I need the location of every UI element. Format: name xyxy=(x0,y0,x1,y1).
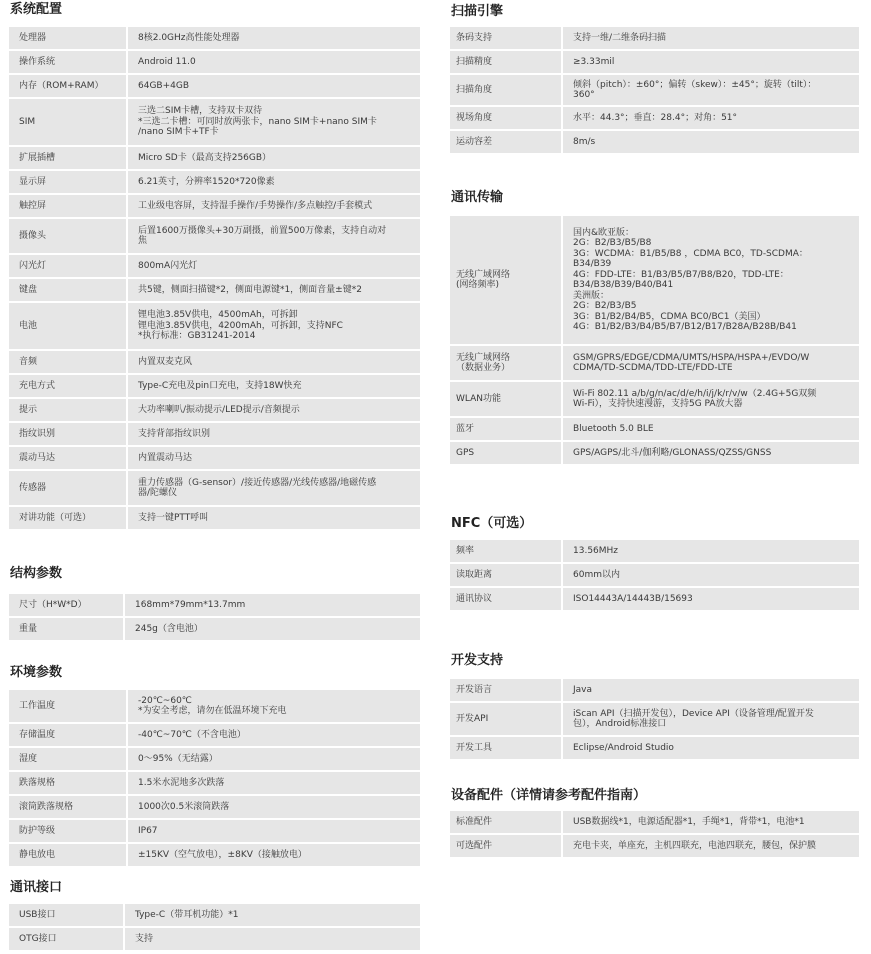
spec-label: 存储温度 xyxy=(9,724,126,746)
spec-label: 跌落规格 xyxy=(9,772,126,794)
spec-row xyxy=(9,594,420,618)
section-title: 系统配置 xyxy=(10,2,63,17)
section-title: 设备配件（详情请参考配件指南） xyxy=(451,788,647,803)
section-title: 通讯接口 xyxy=(10,880,63,895)
spec-label: 扩展插槽 xyxy=(9,147,126,169)
section-title: NFC（可选） xyxy=(451,516,533,531)
spec-value: -20℃~60℃ *为安全考虑，请勿在低温环境下充电 xyxy=(128,690,420,722)
spec-value: Type-C（带耳机功能）*1 xyxy=(125,904,420,926)
spec-value: 13.56MHz xyxy=(563,540,859,562)
spec-value: Eclipse/Android Studio xyxy=(563,737,859,759)
spec-value: -40℃~70℃（不含电池） xyxy=(128,724,420,746)
spec-row xyxy=(9,772,420,796)
spec-row xyxy=(9,219,420,255)
spec-row xyxy=(450,679,859,703)
spec-value: 后置1600万摄像头+30万副摄，前置500万像素，支持自动对 焦 xyxy=(128,219,420,253)
spec-label: 湿度 xyxy=(9,748,126,770)
spec-label: 摄像头 xyxy=(9,219,126,253)
spec-value: Android 11.0 xyxy=(128,51,420,73)
spec-label: WLAN功能 xyxy=(450,382,561,416)
spec-label: 充电方式 xyxy=(9,375,126,397)
spec-row xyxy=(450,418,859,442)
spec-value: 支持背部指纹识别 xyxy=(128,423,420,445)
spec-label: 开发语言 xyxy=(450,679,561,701)
spec-label: 指纹识别 xyxy=(9,423,126,445)
spec-label: 滚筒跌落规格 xyxy=(9,796,126,818)
spec-label: 内存（ROM+RAM） xyxy=(9,75,126,97)
spec-label: 震动马达 xyxy=(9,447,126,469)
spec-value: 倾斜（pitch）：±60°；偏转（skew）：±45°；旋转（tilt）： 360° xyxy=(563,75,859,105)
spec-label: 频率 xyxy=(450,540,561,562)
spec-row xyxy=(9,618,420,642)
spec-table xyxy=(450,27,859,155)
spec-value: 共5键，侧面扫描键*2，侧面电源键*1，侧面音量±键*2 xyxy=(128,279,420,301)
spec-row xyxy=(9,724,420,748)
spec-row xyxy=(9,748,420,772)
spec-row xyxy=(450,564,859,588)
spec-label: SIM xyxy=(9,99,126,145)
spec-table xyxy=(9,594,420,642)
spec-value: ≥3.33mil xyxy=(563,51,859,73)
spec-table xyxy=(450,216,859,466)
spec-label: 操作系统 xyxy=(9,51,126,73)
spec-label: 无线广域网络 （数据业务） xyxy=(450,346,561,380)
spec-value: 锂电池3.85V供电，4500mAh，可拆卸 锂电池3.85V供电，4200mAh，可拆卸，支持NFC *执行标准：GB31241-2014 xyxy=(128,303,420,349)
spec-value: 6.21英寸，分辨率1520*720像素 xyxy=(128,171,420,193)
spec-row xyxy=(9,351,420,375)
spec-row xyxy=(9,99,420,147)
spec-table xyxy=(450,811,859,859)
spec-value: 水平：44.3°；垂直：28.4°；对角：51° xyxy=(563,107,859,129)
spec-label: 工作温度 xyxy=(9,690,126,722)
spec-label: 处理器 xyxy=(9,27,126,49)
spec-row xyxy=(450,107,859,131)
spec-label: 蓝牙 xyxy=(450,418,561,440)
section-title: 通讯传输 xyxy=(451,190,504,205)
spec-label: 重量 xyxy=(9,618,123,640)
spec-row xyxy=(9,423,420,447)
spec-value: 800mA闪光灯 xyxy=(128,255,420,277)
spec-label: 标准配件 xyxy=(450,811,561,833)
spec-row xyxy=(9,147,420,171)
spec-value: 国内&欧亚版： 2G：B2/B3/B5/B8 3G：WCDMA：B1/B5/B8 ，CDMA BC0，TD-SCDMA： B34/B39 4G：FDD-LTE：B1/B3/B5/B7/B8/B20，TDD-LTE： B34/B38/B39/B40/B41 美洲版： 2G：B2/B3/B5 3G：B1/B2/B4/B5，CDMA BC0/BC1（美国） 4G：B1/B2/B3/B4/B5/B7/B12/B17/B28A/B28B/B41 xyxy=(563,216,859,344)
spec-label: 可选配件 xyxy=(450,835,561,857)
spec-row xyxy=(450,442,859,466)
spec-value: 充电卡夹，单座充，主机四联充，电池四联充，腰包，保护膜 xyxy=(563,835,859,857)
spec-value: 大功率喇叭/振动提示/LED提示/音频提示 xyxy=(128,399,420,421)
spec-row xyxy=(9,844,420,868)
spec-label: 对讲功能（可选） xyxy=(9,507,126,529)
spec-row xyxy=(450,382,859,418)
spec-value: 1000次0.5米滚筒跌落 xyxy=(128,796,420,818)
spec-value: 8核2.0GHz高性能处理器 xyxy=(128,27,420,49)
spec-row xyxy=(9,447,420,471)
spec-row xyxy=(450,51,859,75)
spec-row xyxy=(450,540,859,564)
spec-value: 64GB+4GB xyxy=(128,75,420,97)
spec-label: OTG接口 xyxy=(9,928,123,950)
spec-label: 通讯协议 xyxy=(450,588,561,610)
spec-value: 245g（含电池） xyxy=(125,618,420,640)
spec-value: 支持 xyxy=(125,928,420,950)
spec-label: 视场角度 xyxy=(450,107,561,129)
section-title: 开发支持 xyxy=(451,653,504,668)
spec-value: 1.5米水泥地多次跌落 xyxy=(128,772,420,794)
spec-table xyxy=(9,904,420,952)
spec-row xyxy=(9,820,420,844)
spec-value: Bluetooth 5.0 BLE xyxy=(563,418,859,440)
spec-value: 支持一维/二维条码扫描 xyxy=(563,27,859,49)
spec-row xyxy=(9,171,420,195)
spec-value: 0～95%（无结露） xyxy=(128,748,420,770)
spec-value: 支持一键PTT呼叫 xyxy=(128,507,420,529)
spec-table xyxy=(9,690,420,868)
spec-row xyxy=(9,507,420,531)
spec-row xyxy=(450,27,859,51)
section-title: 结构参数 xyxy=(10,566,63,581)
spec-label: 条码支持 xyxy=(450,27,561,49)
spec-value: 内置震动马达 xyxy=(128,447,420,469)
spec-value: Micro SD卡（最高支持256GB） xyxy=(128,147,420,169)
spec-value: 重力传感器（G-sensor）/接近传感器/光线传感器/地磁传感 器/陀螺仪 xyxy=(128,471,420,505)
spec-label: 静电放电 xyxy=(9,844,126,866)
spec-label: 无线广域网络 (网络频率) xyxy=(450,216,561,344)
spec-label: 显示屏 xyxy=(9,171,126,193)
spec-row xyxy=(450,737,859,761)
spec-row xyxy=(9,796,420,820)
spec-row xyxy=(450,75,859,107)
spec-value: IP67 xyxy=(128,820,420,842)
spec-label: 键盘 xyxy=(9,279,126,301)
spec-label: 闪光灯 xyxy=(9,255,126,277)
spec-row xyxy=(9,471,420,507)
spec-row xyxy=(9,303,420,351)
spec-label: 尺寸（H*W*D） xyxy=(9,594,123,616)
spec-row xyxy=(9,690,420,724)
spec-row xyxy=(9,399,420,423)
spec-row xyxy=(450,835,859,859)
spec-label: 读取距离 xyxy=(450,564,561,586)
spec-value: GSM/GPRS/EDGE/CDMA/UMTS/HSPA/HSPA+/EVDO/W CDMA/TD-SCDMA/TDD-LTE/FDD-LTE xyxy=(563,346,859,380)
spec-row xyxy=(9,27,420,51)
spec-label: 开发工具 xyxy=(450,737,561,759)
spec-value: 168mm*79mm*13.7mm xyxy=(125,594,420,616)
spec-value: Java xyxy=(563,679,859,701)
spec-row xyxy=(450,216,859,346)
spec-row xyxy=(9,904,420,928)
spec-value: 8m/s xyxy=(563,131,859,153)
spec-row xyxy=(450,131,859,155)
spec-label: GPS xyxy=(450,442,561,464)
spec-row xyxy=(450,703,859,737)
spec-label: 音频 xyxy=(9,351,126,373)
spec-row xyxy=(9,255,420,279)
spec-label: 扫描角度 xyxy=(450,75,561,105)
spec-row xyxy=(9,195,420,219)
spec-value: 三选二SIM卡槽，支持双卡双待 *三选二卡槽：可同时放两张卡，nano SIM卡+nano SIM卡 /nano SIM卡+TF卡 xyxy=(128,99,420,145)
spec-label: 触控屏 xyxy=(9,195,126,217)
spec-label: 提示 xyxy=(9,399,126,421)
spec-value: ISO14443A/14443B/15693 xyxy=(563,588,859,610)
spec-value: 工业级电容屏，支持湿手操作/手势操作/多点触控/手套模式 xyxy=(128,195,420,217)
spec-label: 传感器 xyxy=(9,471,126,505)
spec-row xyxy=(450,346,859,382)
spec-value: 内置双麦克风 xyxy=(128,351,420,373)
spec-value: iScan API（扫描开发包），Device API（设备管理/配置开发 包），Android标准接口 xyxy=(563,703,859,735)
spec-row xyxy=(9,75,420,99)
spec-row xyxy=(9,279,420,303)
spec-label: 运动容差 xyxy=(450,131,561,153)
spec-table xyxy=(9,27,420,531)
section-title: 环境参数 xyxy=(10,665,63,680)
spec-label: 防护等级 xyxy=(9,820,126,842)
spec-label: 开发API xyxy=(450,703,561,735)
spec-row xyxy=(9,375,420,399)
spec-row xyxy=(9,51,420,75)
spec-row xyxy=(450,811,859,835)
spec-table xyxy=(450,679,859,761)
spec-value: USB数据线*1，电源适配器*1，手绳*1，背带*1，电池*1 xyxy=(563,811,859,833)
spec-value: 60mm以内 xyxy=(563,564,859,586)
spec-row xyxy=(450,588,859,612)
spec-value: Wi-Fi 802.11 a/b/g/n/ac/d/e/h/i/j/k/r/v/w（2.4G+5G双频 Wi-Fi），支持快速漫游，支持5G PA放大器 xyxy=(563,382,859,416)
spec-value: ±15KV（空气放电），±8KV（接触放电） xyxy=(128,844,420,866)
section-title: 扫描引擎 xyxy=(451,4,504,19)
spec-label: USB接口 xyxy=(9,904,123,926)
spec-label: 电池 xyxy=(9,303,126,349)
spec-label: 扫描精度 xyxy=(450,51,561,73)
spec-value: GPS/AGPS/北斗/伽利略/GLONASS/QZSS/GNSS xyxy=(563,442,859,464)
spec-value: Type-C充电及pin口充电，支持18W快充 xyxy=(128,375,420,397)
spec-table xyxy=(450,540,859,612)
spec-row xyxy=(9,928,420,952)
